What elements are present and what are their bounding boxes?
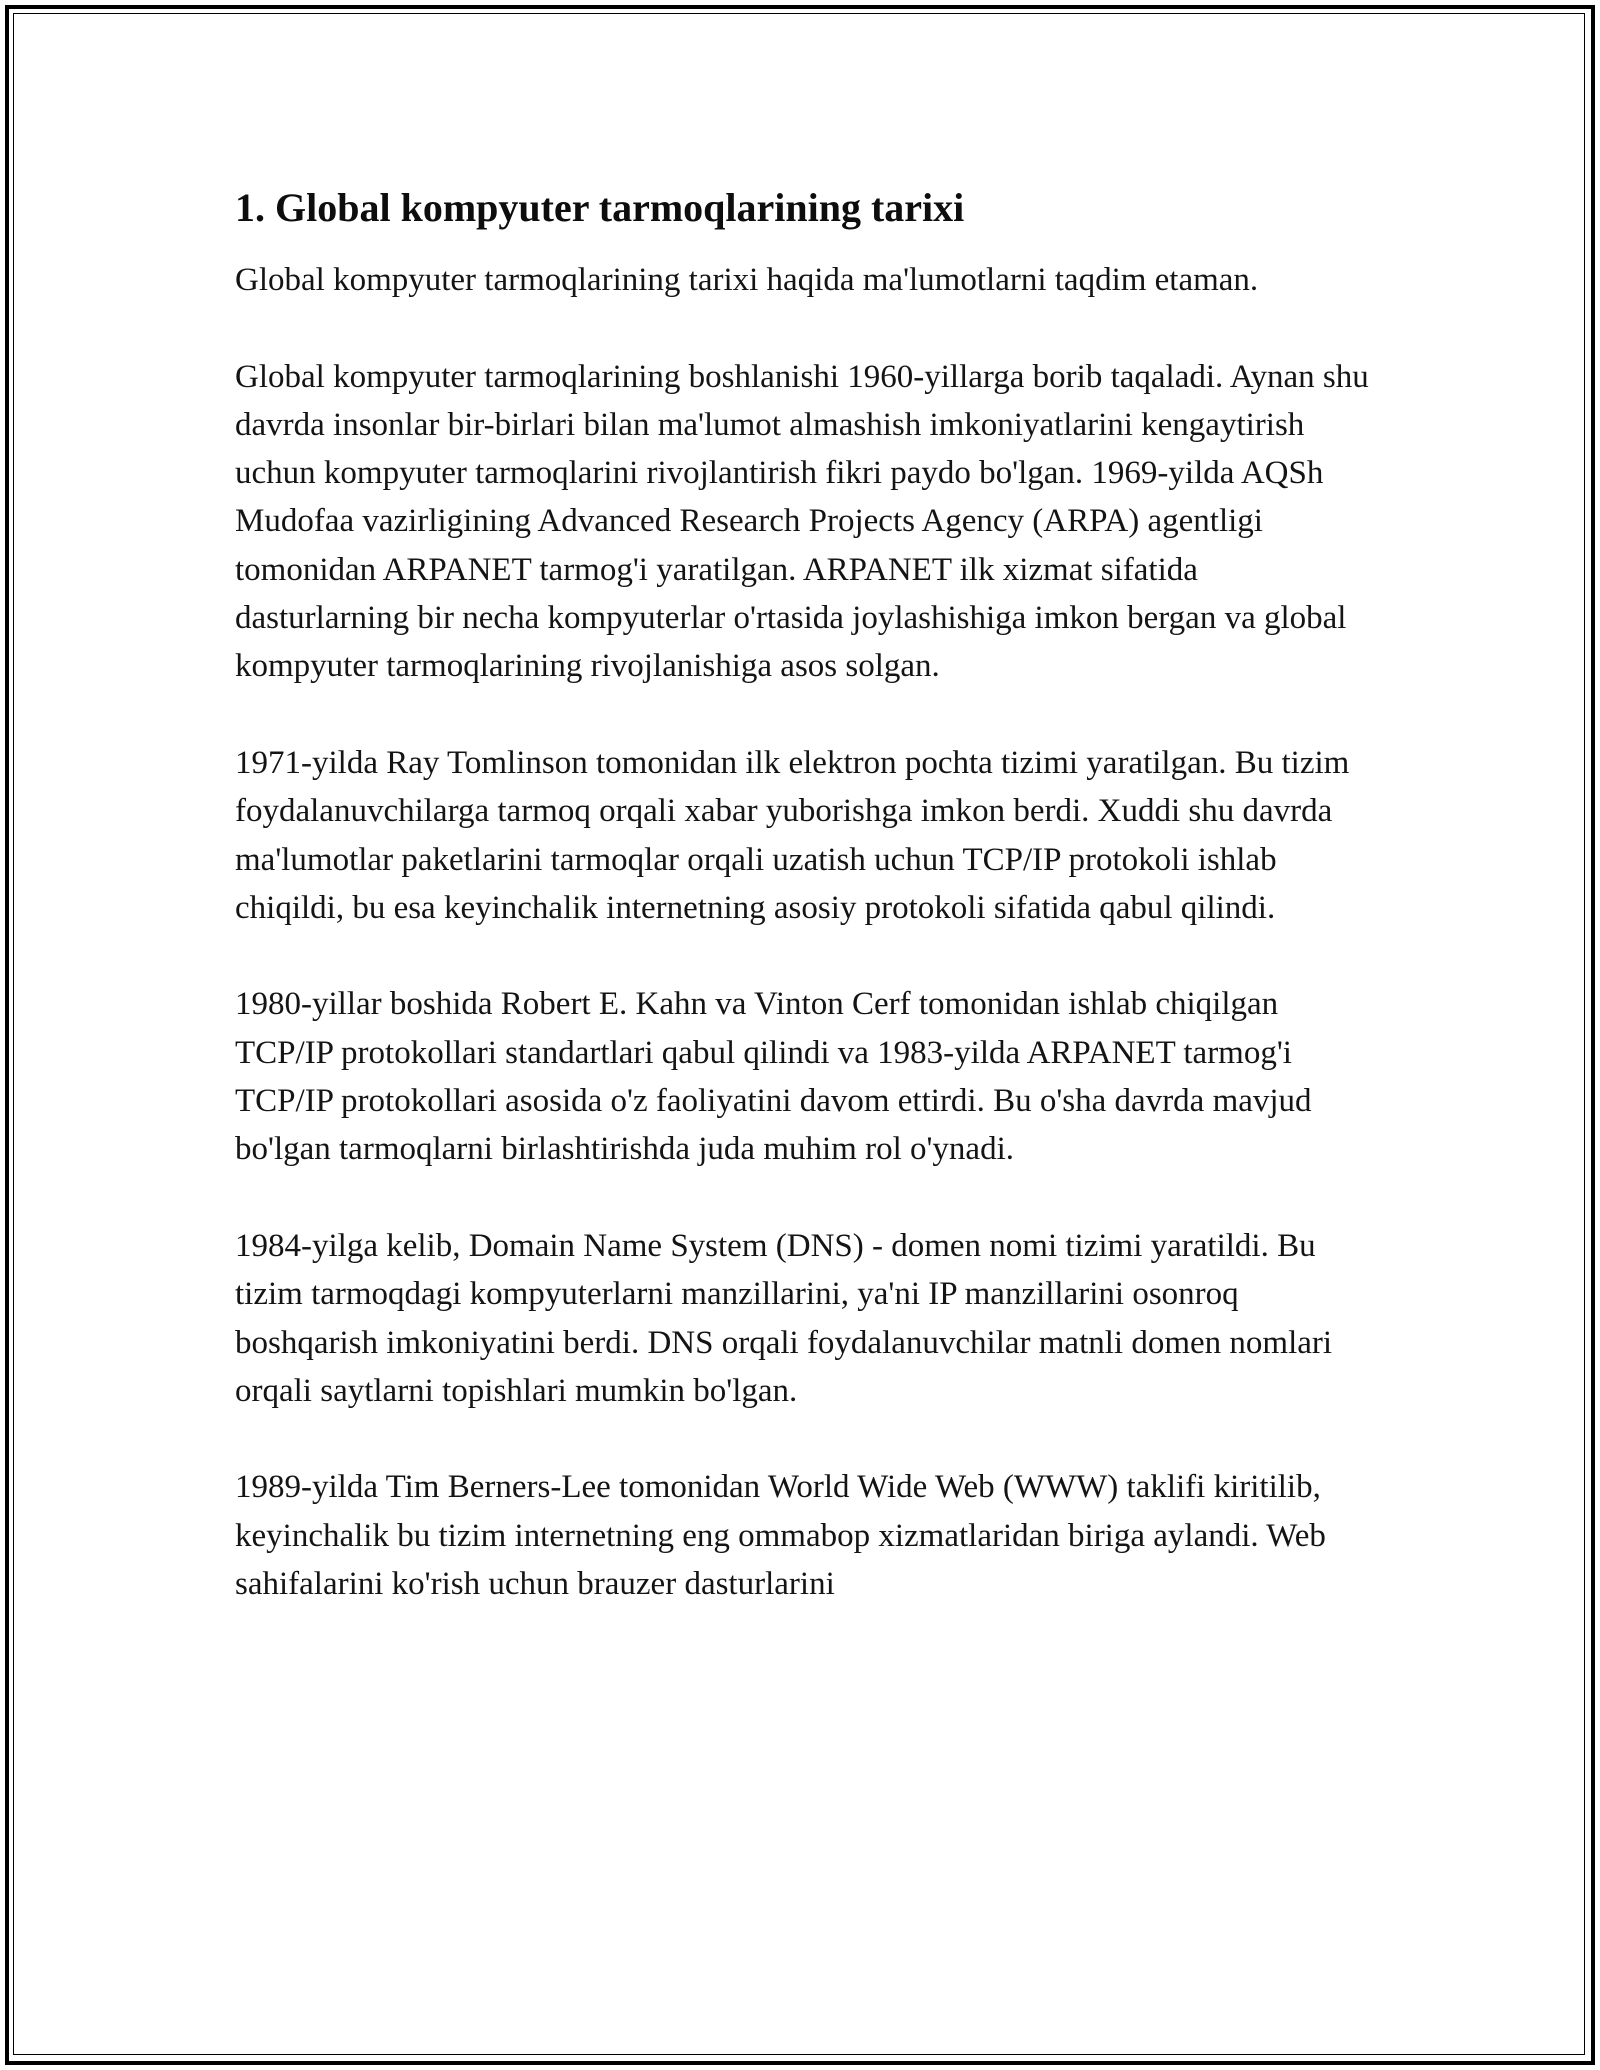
paragraph-email-tcpip: 1971-yilda Ray Tomlinson tomonidan ilk elektron pochta tizimi yaratilgan. Bu tizim foydalanuvchilarga tarmoq orqali xabar yuborishga imkon berdi. Xuddi shu davrda ma'lumotlar paketlarini tarmoqlar orqali uzatish uchun TCP/IP protokoli ishlab chiqildi, bu esa keyinchalik internetning asosiy protokoli sifatida qabul qilindi. — [235, 744, 1350, 926]
section-heading: 1. Global kompyuter tarmoqlarining tarixi — [235, 185, 965, 230]
paragraph-arpanet: Global kompyuter tarmoqlarining boshlanishi 1960-yillarga borib taqaladi. Aynan shu davrda insonlar bir-birlari bilan ma'lumot almashish imkoniyatlarini kengaytirish uchun kompyuter tarmoqlarini rivojlantirish fikri paydo bo'lgan. 1969-yilda AQSh Mudofaa vazirligining Advanced Research Projects Agency (ARPA) agentligi tomonidan ARPANET tarmog'i yaratilgan. ARPANET ilk xizmat sifatida dasturlarning bir necha kompyuterlar o'rtasida joylashishiga imkon bergan va global kompyuter tarmoqlarining rivojlanishiga asos solgan. — [235, 358, 1369, 685]
paragraph-dns: 1984-yilga kelib, Domain Name System (DNS) - domen nomi tizimi yaratildi. Bu tizim tarmoqdagi kompyuterlarni manzillarini, ya'ni IP manzillarini osonroq boshqarish imkoniyatini berdi. DNS orqali foydalanuvchilar matnli domen nomlari orqali saytlarni topishlari mumkin bo'lgan. — [235, 1227, 1333, 1409]
paragraph-intro: Global kompyuter tarmoqlarining tarixi haqida ma'lumotlarni taqdim etaman. — [235, 262, 1259, 298]
paragraph-tcpip-standards: 1980-yillar boshida Robert E. Kahn va Vinton Cerf tomonidan ishlab chiqilgan TCP/IP protokollari standartlari qabul qilindi va 1983-yilda ARPANET tarmog'i TCP/IP protokollari asosida o'z faoliyatini davom ettirdi. Bu o'sha davrda mavjud bo'lgan tarmoqlarni birlashtirishda juda muhim rol o'ynadi. — [235, 986, 1312, 1168]
document-body — [235, 184, 1380, 1657]
paragraph-www: 1989-yilda Tim Berners-Lee tomonidan World Wide Web (WWW) taklifi kiritilib, keyinchalik bu tizim internetning eng ommabop xizmatlaridan biriga aylandi. Web sahifalarini ko'rish uchun brauzer dasturlarini — [235, 1469, 1326, 1603]
